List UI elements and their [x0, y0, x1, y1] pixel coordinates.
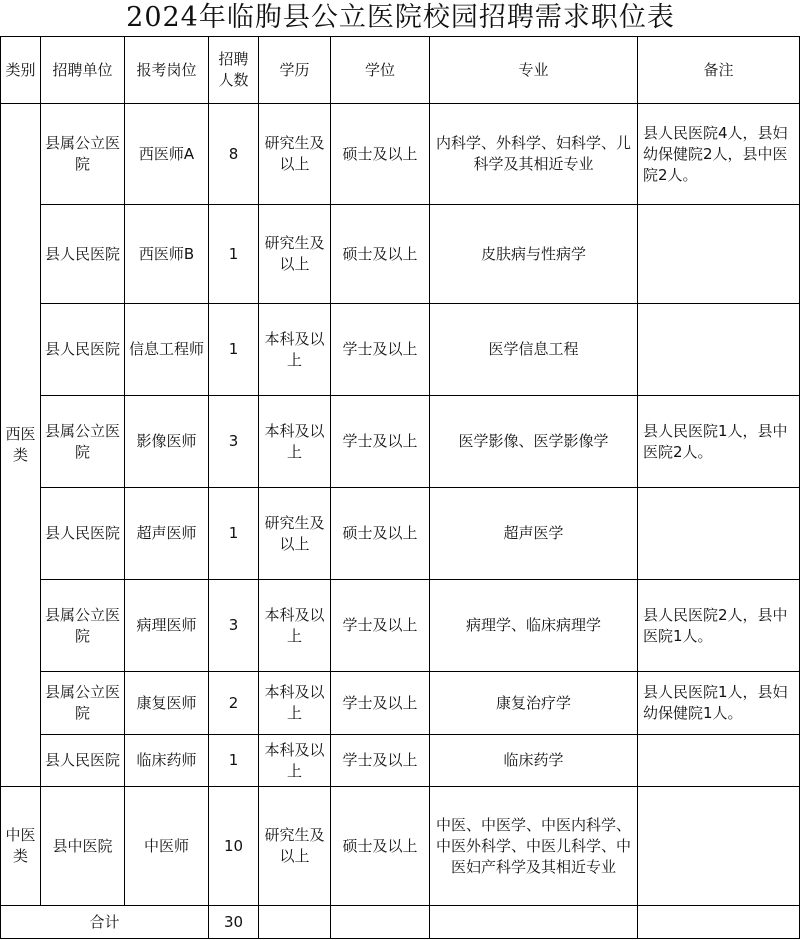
cell-unit: 县人民医院 — [41, 304, 125, 396]
cell-notes: 县人民医院1人，县妇幼保健院1人。 — [638, 672, 800, 735]
cell-major: 内科学、外科学、妇科学、儿科学及其相近专业 — [430, 104, 638, 205]
cell-education: 研究生及以上 — [259, 104, 331, 205]
cell-post: 超声医师 — [125, 488, 209, 580]
cell-count: 2 — [209, 672, 259, 735]
table-row — [1, 735, 800, 787]
cell-post: 西医师A — [125, 104, 209, 205]
cell-count: 10 — [209, 787, 259, 906]
cell-major: 超声医学 — [430, 488, 638, 580]
cell-education: 本科及以上 — [259, 304, 331, 396]
table-row — [1, 488, 800, 580]
header-education: 学历 — [259, 37, 331, 104]
cell-post: 信息工程师 — [125, 304, 209, 396]
cell-major: 皮肤病与性病学 — [430, 205, 638, 304]
cell-degree: 学士及以上 — [331, 580, 430, 672]
cell-unit: 县人民医院 — [41, 488, 125, 580]
cell-post: 西医师B — [125, 205, 209, 304]
header-major: 专业 — [430, 37, 638, 104]
cell-major: 医学信息工程 — [430, 304, 638, 396]
cell-degree: 学士及以上 — [331, 396, 430, 488]
table-row — [1, 787, 800, 906]
cell-degree: 学士及以上 — [331, 304, 430, 396]
cell-post: 中医师 — [125, 787, 209, 906]
empty-cell — [331, 906, 430, 939]
header-notes: 备注 — [638, 37, 800, 104]
header-unit: 招聘单位 — [41, 37, 125, 104]
cell-post: 病理医师 — [125, 580, 209, 672]
table-row — [1, 580, 800, 672]
cell-major: 临床药学 — [430, 735, 638, 787]
cell-degree: 硕士及以上 — [331, 104, 430, 205]
table-row — [1, 396, 800, 488]
cell-unit: 县人民医院 — [41, 205, 125, 304]
cell-unit: 县属公立医院 — [41, 104, 125, 205]
header-category: 类别 — [1, 37, 41, 104]
header-post: 报考岗位 — [125, 37, 209, 104]
cell-education: 本科及以上 — [259, 396, 331, 488]
cell-unit: 县属公立医院 — [41, 396, 125, 488]
cell-count: 3 — [209, 580, 259, 672]
cell-major: 医学影像、医学影像学 — [430, 396, 638, 488]
table-row — [1, 672, 800, 735]
cell-degree: 硕士及以上 — [331, 205, 430, 304]
cell-education: 本科及以上 — [259, 672, 331, 735]
cell-count: 3 — [209, 396, 259, 488]
cell-post: 影像医师 — [125, 396, 209, 488]
cell-notes: 县人民医院1人，县中医院2人。 — [638, 396, 800, 488]
cell-unit: 县中医院 — [41, 787, 125, 906]
header-count: 招聘人数 — [209, 37, 259, 104]
cell-education: 研究生及以上 — [259, 205, 331, 304]
cell-unit: 县人民医院 — [41, 735, 125, 787]
recruitment-table — [0, 36, 800, 939]
cell-post: 康复医师 — [125, 672, 209, 735]
cell-education: 研究生及以上 — [259, 488, 331, 580]
cell-degree: 学士及以上 — [331, 672, 430, 735]
cell-notes — [638, 787, 800, 906]
cell-notes — [638, 735, 800, 787]
cell-post: 临床药师 — [125, 735, 209, 787]
total-label: 合计 — [1, 906, 209, 939]
cell-unit: 县属公立医院 — [41, 672, 125, 735]
cell-count: 8 — [209, 104, 259, 205]
cell-education: 本科及以上 — [259, 580, 331, 672]
category-western: 西医类 — [1, 104, 41, 787]
cell-degree: 硕士及以上 — [331, 787, 430, 906]
cell-degree: 学士及以上 — [331, 735, 430, 787]
header-degree: 学位 — [331, 37, 430, 104]
total-row — [1, 906, 800, 939]
cell-degree: 硕士及以上 — [331, 488, 430, 580]
cell-notes: 县人民医院4人，县妇幼保健院2人，县中医院2人。 — [638, 104, 800, 205]
cell-major: 病理学、临床病理学 — [430, 580, 638, 672]
empty-cell — [430, 906, 638, 939]
table-row — [1, 205, 800, 304]
empty-cell — [638, 906, 800, 939]
cell-count: 1 — [209, 735, 259, 787]
table-row — [1, 304, 800, 396]
table-row — [1, 104, 800, 205]
total-count: 30 — [209, 906, 259, 939]
cell-major: 中医、中医学、中医内科学、中医外科学、中医儿科学、中医妇产科学及其相近专业 — [430, 787, 638, 906]
cell-major: 康复治疗学 — [430, 672, 638, 735]
empty-cell — [259, 906, 331, 939]
cell-unit: 县属公立医院 — [41, 580, 125, 672]
cell-notes — [638, 205, 800, 304]
page-title: 2024年临朐县公立医院校园招聘需求职位表 — [126, 2, 675, 33]
category-chinese: 中医类 — [1, 787, 41, 906]
cell-notes: 县人民医院2人，县中医院1人。 — [638, 580, 800, 672]
cell-education: 本科及以上 — [259, 735, 331, 787]
cell-count: 1 — [209, 488, 259, 580]
cell-count: 1 — [209, 304, 259, 396]
header-row — [1, 37, 800, 104]
cell-count: 1 — [209, 205, 259, 304]
cell-education: 研究生及以上 — [259, 787, 331, 906]
cell-notes — [638, 488, 800, 580]
cell-notes — [638, 304, 800, 396]
